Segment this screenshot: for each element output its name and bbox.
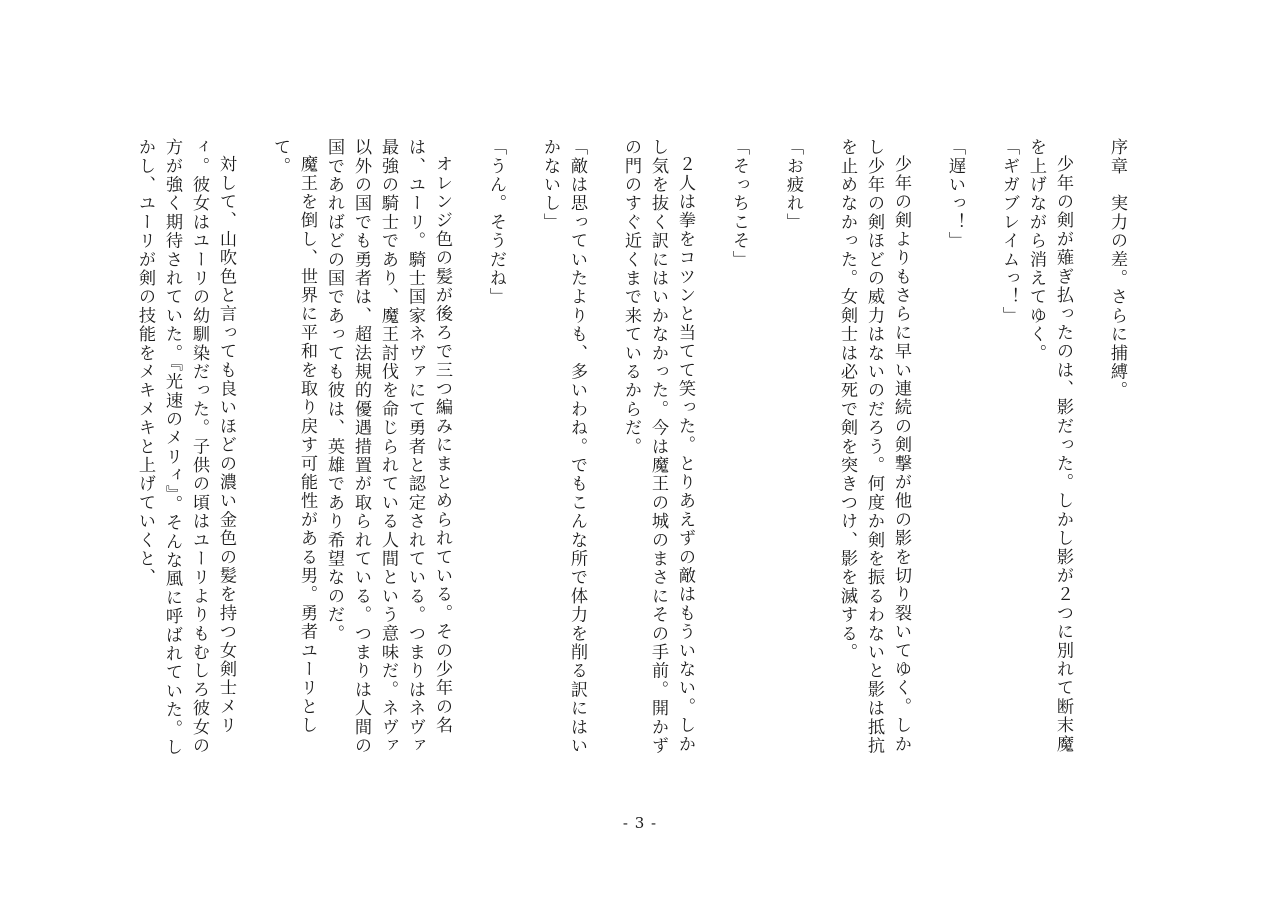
paragraph: 対して、山吹色と言っても良いほどの濃い金色の髪を持つ女剣士メリィ。彼女はユーリの幼馴染だった。子供の頃はユーリよりもむしろ彼女の方が強く期待されていた。『光速のメリィ』。そんな風に呼ばれていた。しかし、ユーリが剣の技能をメキメキと上げていくと、: [135, 138, 236, 757]
dialogue-line: 「ギガブレイムっ！」: [999, 138, 1019, 325]
blank-line: [968, 138, 995, 139]
page-number: - 3 -: [622, 814, 658, 832]
dialogue-line: 「そっちこそ」: [729, 138, 749, 269]
blank-line: [698, 138, 725, 139]
paragraph: オレンジ色の髪が後ろで三つ編みにまとめられている。その少年の名は、ユーリ。騎士国家ネヴァにて勇者と認定されている。つまりはネヴァ最強の騎士であり、魔王討伐を命じられている人間という意味だ。ネヴァ以外の国でも勇者は、超法規的優遇措置が取られている。つまりは人間の国であればどの国であっても彼は、英雄であり希望なのだ。: [324, 138, 452, 756]
blank-line: [806, 138, 833, 139]
dialogue-line: 「お疲れ」: [783, 138, 803, 232]
dialogue-line: 「うん。そうだね」: [486, 138, 506, 307]
dialogue-line: 「遅いっ！」: [945, 138, 965, 251]
blank-line: [239, 138, 266, 139]
blank-line: [455, 138, 482, 139]
paragraph: 少年の剣が薙ぎ払ったのは、影だった。しかし影が２つに別れて断末魔を上げながら消えてゆく。: [1026, 138, 1073, 754]
chapter-title: 序章 実力の差。さらに捕縛。: [1107, 138, 1127, 400]
paragraph: ２人は拳をコツンと当てて笑った。とりあえずの敵はもういない。しかし気を抜く訳にはいかなかった。今は魔王の城のまさにその手前。開かずの門のすぐ近くまで来ているからだ。: [621, 138, 695, 756]
blank-line: [752, 138, 779, 139]
vertical-text-body: [135, 138, 1130, 768]
blank-line: [590, 138, 617, 139]
paragraph: 少年の剣よりもさらに早い連続の剣撃が他の影を切り裂いてゆく。しかし少年の剣ほどの威力はないのだろう。何度か剣を振るわないと影は抵抗を止めなかった。女剣士は必死で剣を突きつけ、影を滅する。: [837, 138, 911, 756]
blank-line: [914, 138, 941, 139]
blank-line: [509, 138, 536, 139]
dialogue-line: 「敵は思っていたよりも、多いわね。でもこんな所で体力を削る訳にはいかないし」: [540, 138, 587, 756]
paragraph: 魔王を倒し、世界に平和を取り戻す可能性がある男。勇者ユーリとして。: [270, 138, 317, 735]
